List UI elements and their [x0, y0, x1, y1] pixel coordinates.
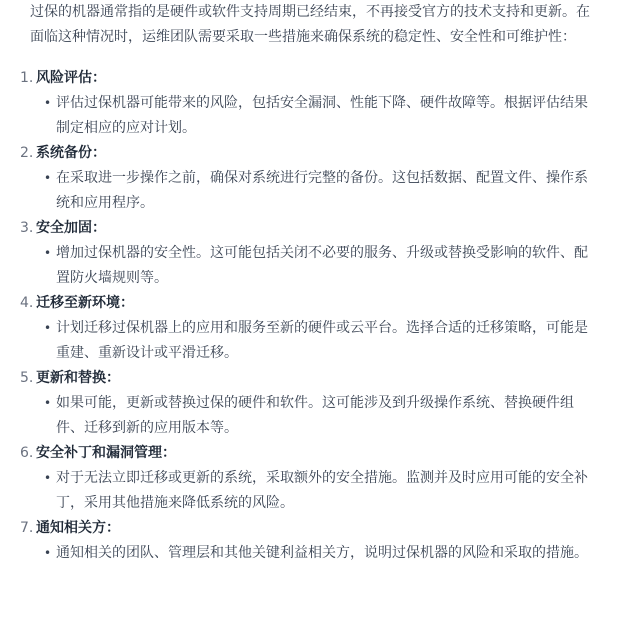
bullet-list: [36, 241, 590, 291]
section-item: [20, 441, 590, 516]
section-heading: [20, 66, 590, 91]
intro-paragraph: 过保的机器通常指的是硬件或软件支持周期已经结束，不再接受官方的技术支持和更新。在面临这种情况时，运维团队需要采取一些措施来确保系统的稳定性、安全性和可维护性：: [30, 4, 590, 45]
section-heading: [20, 291, 590, 316]
bullet-text: 增加过保机器的安全性。这可能包括关闭不必要的服务、升级或替换受影响的软件、配置防火墙规则等。: [56, 245, 588, 286]
bullet-list: [36, 466, 590, 516]
section-title: 通知相关方：: [36, 520, 120, 536]
bullet-list: [36, 316, 590, 366]
section-number: 5.: [20, 370, 34, 386]
section-number: 3.: [20, 220, 34, 236]
section-heading: [20, 366, 590, 391]
section-item: [20, 141, 590, 216]
section-list: [20, 66, 590, 566]
bullet-list: [36, 391, 590, 441]
bullet-list: [36, 91, 590, 141]
section-title: 安全补丁和漏洞管理：: [36, 445, 176, 461]
section-heading: [20, 216, 590, 241]
bullet-text: 如果可能，更新或替换过保的硬件和软件。这可能涉及到升级操作系统、替换硬件组件、迁移到新的应用版本等。: [56, 395, 574, 436]
bullet-text: 通知相关的团队、管理层和其他关键利益相关方，说明过保机器的风险和采取的措施。: [56, 545, 588, 561]
section-number: 6.: [20, 445, 34, 461]
section-item: [20, 66, 590, 141]
bullet-dot-icon: •: [44, 396, 52, 410]
bullet-item: [44, 466, 590, 516]
bullet-dot-icon: •: [44, 246, 52, 260]
section-heading: [20, 141, 590, 166]
bullet-text: 评估过保机器可能带来的风险，包括安全漏洞、性能下降、硬件故障等。根据评估结果制定相应的应对计划。: [56, 95, 588, 136]
bullet-text: 计划迁移过保机器上的应用和服务至新的硬件或云平台。选择合适的迁移策略，可能是重建、重新设计或平滑迁移。: [56, 320, 588, 361]
section-number: 1.: [20, 70, 34, 86]
bullet-dot-icon: •: [44, 546, 52, 560]
bullet-item: [44, 391, 590, 441]
bullet-text: 在采取进一步操作之前，确保对系统进行完整的备份。这包括数据、配置文件、操作系统和应用程序。: [56, 170, 588, 211]
section-number: 7.: [20, 520, 34, 536]
bullet-dot-icon: •: [44, 171, 52, 185]
bullet-dot-icon: •: [44, 471, 52, 485]
bullet-text: 对于无法立即迁移或更新的系统，采取额外的安全措施。监测并及时应用可能的安全补丁，采用其他措施来降低系统的风险。: [56, 470, 588, 511]
section-item: [20, 516, 590, 566]
bullet-item: [44, 166, 590, 216]
section-title: 安全加固：: [36, 220, 106, 236]
section-heading: [20, 441, 590, 466]
bullet-dot-icon: •: [44, 321, 52, 335]
section-number: 4.: [20, 295, 34, 311]
bullet-item: [44, 241, 590, 291]
section-title: 风险评估：: [36, 70, 106, 86]
bullet-dot-icon: •: [44, 96, 52, 110]
bullet-item: [44, 316, 590, 366]
bullet-item: [44, 91, 590, 141]
section-title: 更新和替换：: [36, 370, 120, 386]
section-number: 2.: [20, 145, 34, 161]
bullet-list: [36, 541, 590, 566]
section-item: [20, 366, 590, 441]
bullet-list: [36, 166, 590, 216]
section-title: 迁移至新环境：: [36, 295, 134, 311]
section-heading: [20, 516, 590, 541]
section-item: [20, 216, 590, 291]
section-item: [20, 291, 590, 366]
section-title: 系统备份：: [36, 145, 106, 161]
bullet-item: [44, 541, 590, 566]
